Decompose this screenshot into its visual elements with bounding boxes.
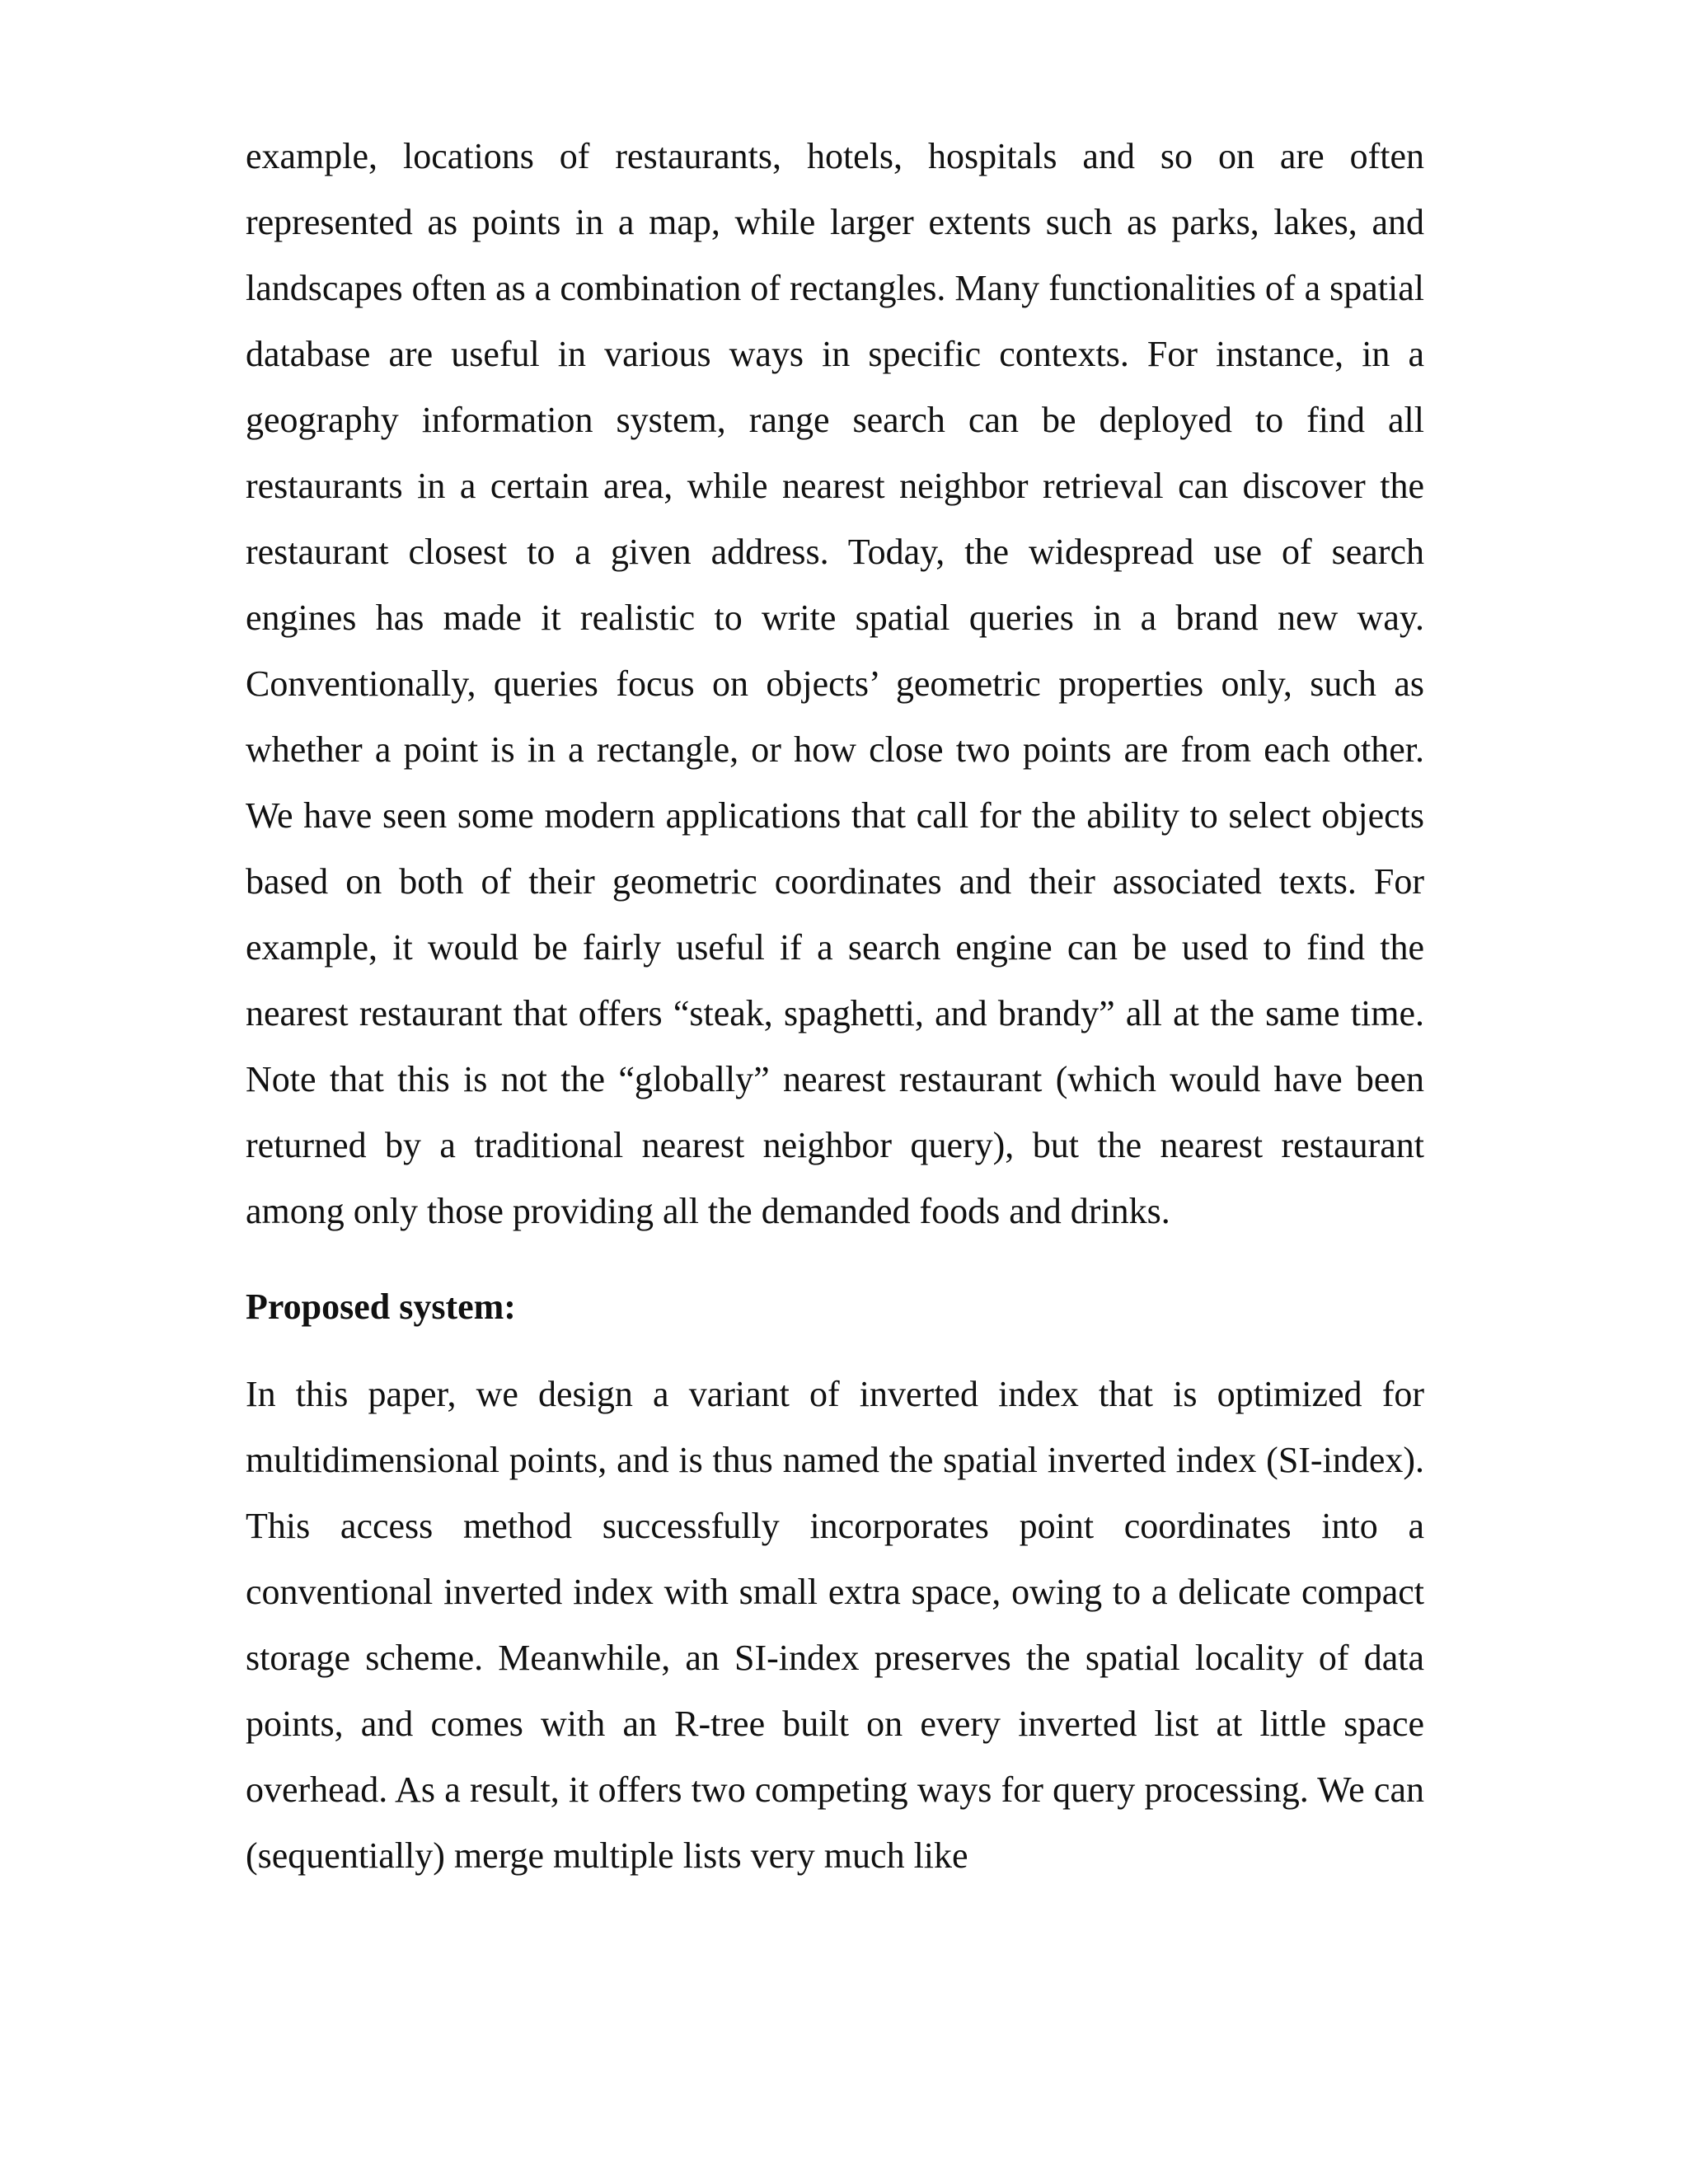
document-body [246,124,1424,1889]
paragraph-proposed-system: In this paper, we design a variant of inverted index that is optimized for multidimensional points, and is thus named the spatial inverted index (SI-index). This access method successfully incorporates point coordinates into a conventional inverted index with small extra space, owing to a delicate compact storage scheme. Meanwhile, an SI-index preserves the spatial locality of data points, and comes with an R-tree built on every inverted list at little space overhead. As a result, it offers two competing ways for query processing. We can (sequentially) merge multiple lists very much like [246,1374,1424,1876]
section-heading-proposed-system: Proposed system: [246,1286,516,1327]
paragraph-spatial-queries: example, locations of restaurants, hotels, hospitals and so on are often represented as points in a map, while larger extents such as parks, lakes, and landscapes often as a combination of rectangles. Many functionalities of a spatial database are useful in various ways in specific contexts. For instance, in a geography information system, range search can be deployed to find all restaurants in a certain area, while nearest neighbor retrieval can discover the restaurant closest to a given address. Today, the widespread use of search engines has made it realistic to write spatial queries in a brand new way. Conventionally, queries focus on objects’ geometric properties only, such as whether a point is in a rectangle, or how close two points are from each other. We have seen some modern applications that call for the ability to select objects based on both of their geometric coordinates and their associated texts. For example, it would be fairly useful if a search engine can be used to find the nearest restaurant that offers “steak, spaghetti, and brandy” all at the same time. Note that this is not the “globally” nearest restaurant (which would have been returned by a traditional nearest neighbor query), but the nearest restaurant among only those providing all the demanded foods and drinks. [246,136,1424,1231]
